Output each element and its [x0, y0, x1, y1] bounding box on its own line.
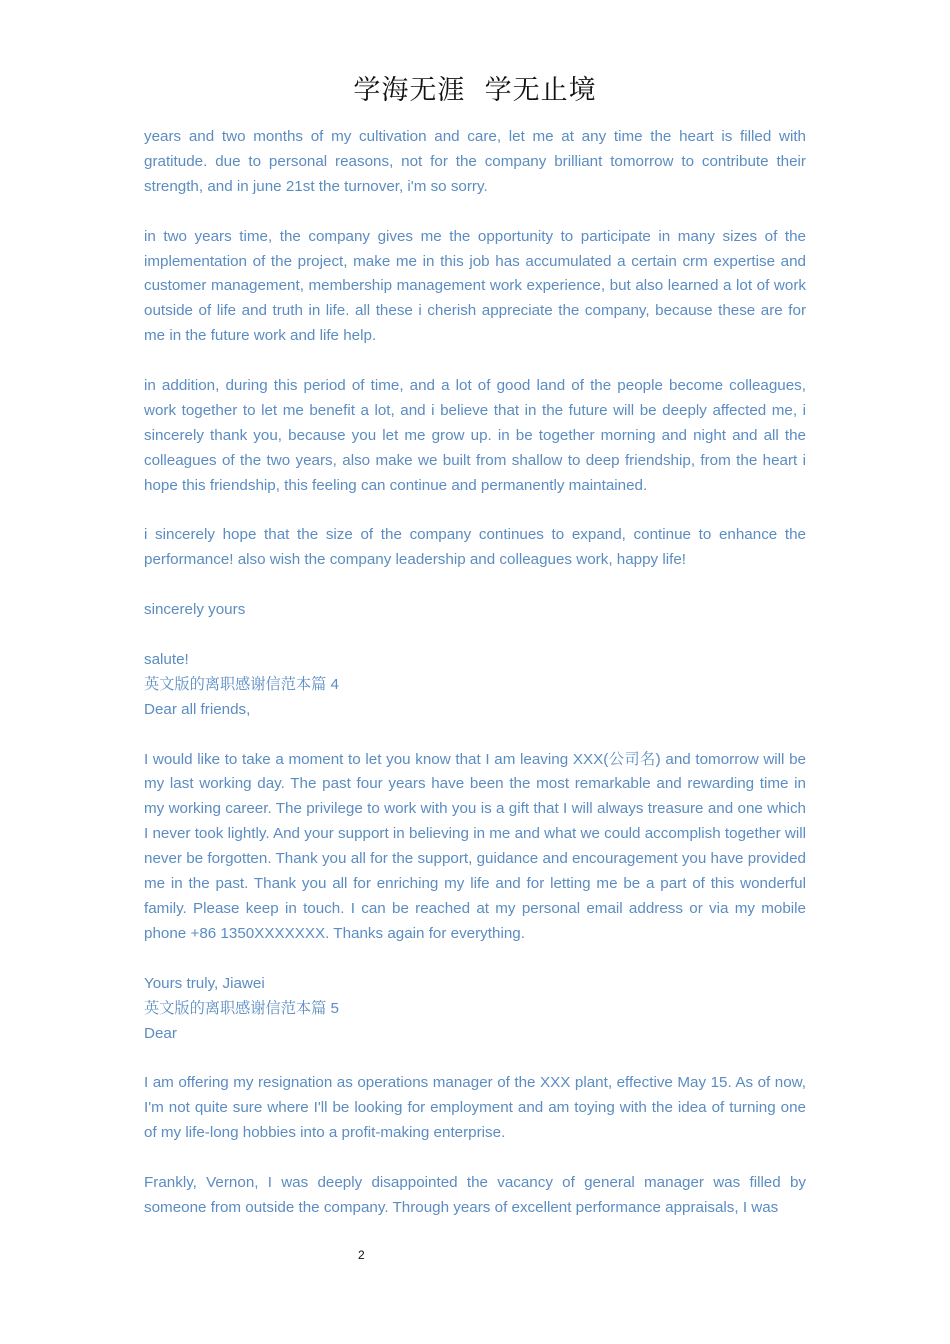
- salutation-dear-all-friends: Dear all friends,: [144, 700, 251, 718]
- signature-jiawei: Yours truly, Jiawei: [144, 974, 265, 992]
- page-number: 2: [358, 1248, 365, 1262]
- section-heading-4: 英文版的离职感谢信范本篇 4: [144, 675, 339, 693]
- paragraph-leaving-announcement: I would like to take a moment to let you know that I am leaving XXX(公司名) and tomorrow will be my last working day. The past four years have been the most remarkable and rewarding time in my working career. The privilege to work with you is a gift that I will always treasure and one which I never took lightly. And your support in believing in me and what we could accomplish together will never be forgotten. Thank you all for the support, guidance and encouragement you have provided me in the past. Thank you all for enriching my life and for letting me be a part of this wonderful family. Please keep in touch. I can be reached at my personal email address or via my mobile phone +86 1350XXXXXXX. Thanks again for everything.: [144, 750, 806, 942]
- section-heading-5: 英文版的离职感谢信范本篇 5: [144, 999, 339, 1017]
- salutation-dear: Dear: [144, 1024, 177, 1042]
- page-header-title: 学海无涯 学无止境: [353, 75, 597, 106]
- paragraph-resignation-offer: I am offering my resignation as operations manager of the XXX plant, effective May 15. As of now, I'm not quite sure where I'll be looking for employment and am toying with the idea of turning one of my life-long hobbies into a profit-making enterprise.: [144, 1074, 806, 1142]
- paragraph-two-years: in two years time, the company gives me the opportunity to participate in many sizes of the implementation of the project, make me in this job has accumulated a certain crm expertise and customer management, membership management work experience, but also learned a lot of work outside of life and truth in life. all these i cherish appreciate the company, because these are for me in the future work and life help.: [144, 227, 806, 345]
- paragraph-frankly-vernon: Frankly, Vernon, I was deeply disappointed the vacancy of general manager was filled by someone from outside the company. Through years of excellent performance appraisals, I was: [144, 1173, 806, 1216]
- closing-sincerely: sincerely yours: [144, 601, 246, 619]
- document-body: [144, 125, 806, 1221]
- closing-salute: salute!: [144, 650, 189, 668]
- paragraph-gratitude-intro: years and two months of my cultivation and care, let me at any time the heart is filled with gratitude. due to personal reasons, not for the company brilliant tomorrow to contribute their strength, and in june 21st the turnover, i'm so sorry.: [144, 128, 806, 195]
- paragraph-colleagues: in addition, during this period of time, and a lot of good land of the people become colleagues, work together to let me benefit a lot, and i believe that in the future will be deeply affected me, i sincerely thank you, because you let me grow up. in be together morning and night and all the colleagues of the two years, also make we built from shallow to deep friendship, from the heart i hope this friendship, this feeling can continue and permanently maintained.: [144, 377, 806, 494]
- paragraph-company-wishes: i sincerely hope that the size of the company continues to expand, continue to enhance the performance! also wish the company leadership and colleagues work, happy life!: [144, 526, 806, 569]
